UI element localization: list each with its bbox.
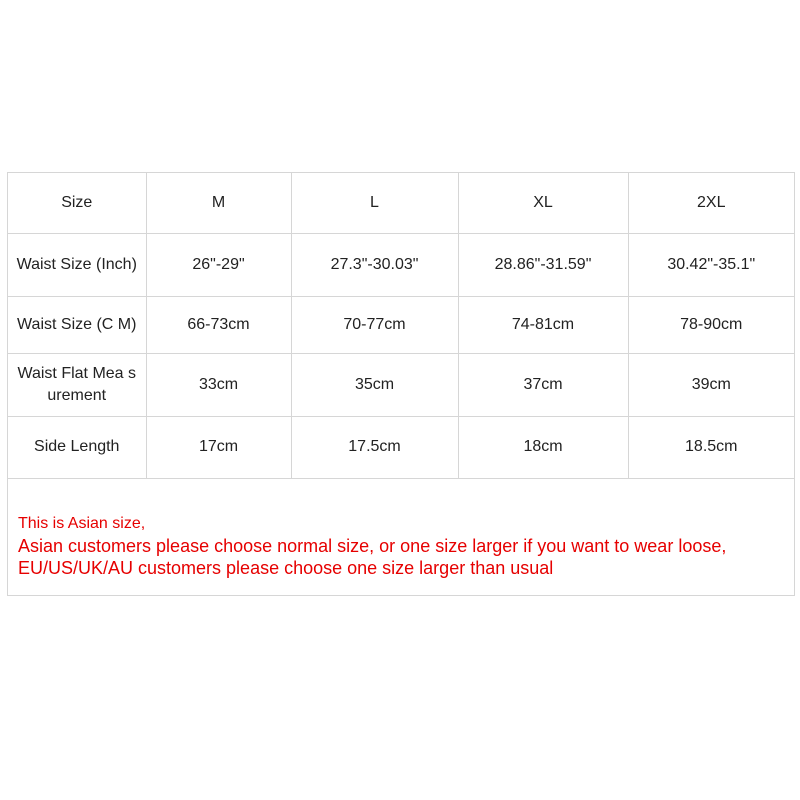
header-cell: Size: [8, 173, 146, 233]
table-cell: 33cm: [146, 353, 291, 416]
table-cell: 17cm: [146, 416, 291, 478]
row-label: Waist Size (Inch): [8, 233, 146, 296]
size-table: [8, 173, 794, 479]
table-cell: 18.5cm: [628, 416, 794, 478]
note-line-eu-customers: EU/US/UK/AU customers please choose one size larger than usual: [18, 557, 554, 578]
table-cell: 27.3"-30.03": [291, 233, 458, 296]
table-row: [8, 296, 794, 353]
header-cell: L: [291, 173, 458, 233]
table-cell: 18cm: [458, 416, 628, 478]
header-cell: M: [146, 173, 291, 233]
header-cell: 2XL: [628, 173, 794, 233]
table-cell: 35cm: [291, 353, 458, 416]
note-line-asian-customers: Asian customers please choose normal size, or one size larger if you want to wear loose,: [18, 535, 727, 556]
table-cell: 30.42"-35.1": [628, 233, 794, 296]
table-cell: 70-77cm: [291, 296, 458, 353]
table-cell: 37cm: [458, 353, 628, 416]
table-cell: 66-73cm: [146, 296, 291, 353]
table-cell: 78-90cm: [628, 296, 794, 353]
table-row: [8, 416, 794, 478]
table-cell: 17.5cm: [291, 416, 458, 478]
table-cell: 28.86"-31.59": [458, 233, 628, 296]
table-cell: 26"-29": [146, 233, 291, 296]
row-label: Waist Flat Mea surement: [8, 353, 146, 416]
note-line-asian-size: This is Asian size,: [18, 514, 146, 532]
row-label: Side Length: [8, 416, 146, 478]
row-label: Waist Size (C M): [8, 296, 146, 353]
table-header-row: [8, 173, 794, 233]
table-row: [8, 233, 794, 296]
table-cell: 74-81cm: [458, 296, 628, 353]
size-note: [8, 479, 794, 579]
table-cell: 39cm: [628, 353, 794, 416]
header-cell: XL: [458, 173, 628, 233]
size-chart: [7, 172, 795, 596]
table-row: [8, 353, 794, 416]
